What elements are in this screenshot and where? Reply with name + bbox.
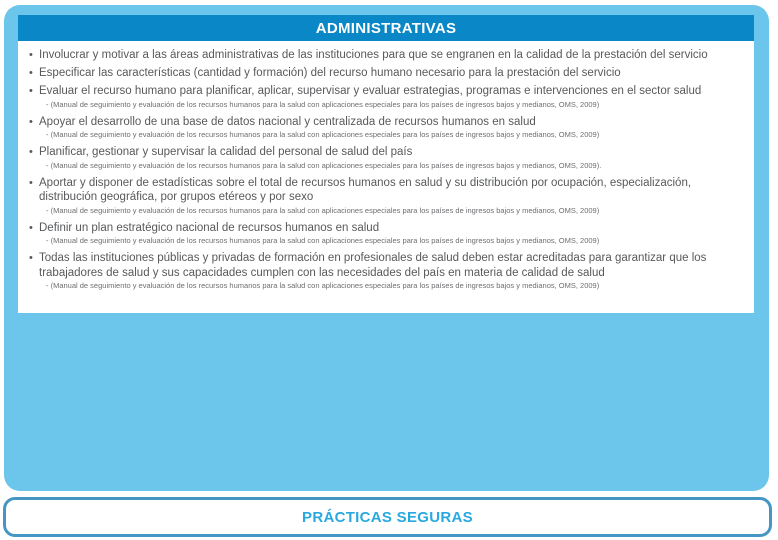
item-text: Planificar, gestionar y supervisar la calidad del personal de salud del país (39, 146, 413, 158)
item-citation: - (Manual de seguimiento y evaluación de los recursos humanos para la salud con aplicaciones especiales para los países de ingresos bajos y medianos, OMS, 2009) (46, 236, 600, 245)
list-item (29, 221, 744, 249)
item-text: Especificar las características (cantidad y formación) del recurso humano necesario para la prestación del servicio (39, 67, 621, 79)
list-item-body (39, 66, 744, 81)
bullet-icon: • (29, 85, 33, 97)
bullet-icon: • (29, 252, 33, 264)
list-item (29, 84, 744, 112)
item-citation: - (Manual de seguimiento y evaluación de los recursos humanos para la salud con aplicaciones especiales para los países de ingresos bajos y medianos, OMS, 2009) (46, 205, 600, 215)
bullet-icon: • (29, 115, 33, 128)
list-item (29, 66, 744, 81)
section-title: ADMINISTRATIVAS (315, 19, 457, 37)
list-item-body (39, 221, 744, 249)
list-item-body (39, 145, 744, 173)
card-frame (4, 5, 769, 491)
list-item (29, 145, 744, 173)
list-item (29, 115, 744, 143)
bullet-icon: • (29, 67, 33, 79)
list-item-body (39, 176, 744, 218)
item-text: Apoyar el desarrollo de una base de datos nacional y centralizada de recursos humanos en salud (39, 115, 536, 128)
item-text: Aportar y disponer de estadísticas sobre el total de recursos humanos en salud y su distribución por ocupación, especialización, distribución geográfica, por grupos etéreos y por sexo (39, 176, 692, 203)
item-citation: - (Manual de seguimiento y evaluación de los recursos humanos para la salud con aplicaciones especiales para los países de ingresos bajos y medianos, OMS, 2009) (46, 99, 600, 109)
list-item-body (39, 84, 744, 112)
list-item-body (39, 115, 744, 143)
item-citation: - (Manual de seguimiento y evaluación de los recursos humanos para la salud con aplicaciones especiales para los países de ingresos bajos y medianos, OMS, 2009) (46, 130, 600, 139)
item-text: Involucrar y motivar a las áreas administrativas de las instituciones para que se engranen en la calidad de la prestación del servicio (39, 49, 708, 61)
item-citation: - (Manual de seguimiento y evaluación de los recursos humanos para la salud con aplicaciones especiales para los países de ingresos bajos y medianos, OMS, 2009) (46, 281, 600, 290)
bullet-icon: • (29, 146, 33, 158)
bullet-icon: • (29, 176, 33, 189)
item-text: Evaluar el recurso humano para planificar, aplicar, supervisar y evaluar estrategias, programas e intervenciones en el sector salud (39, 85, 702, 97)
item-text: Todas las instituciones públicas y privadas de formación en profesionales de salud deben estar acreditadas para garantizar que los trabajadores de salud y sus capacidades cumplen con las necesidades del país en materia de calidad de salud (39, 252, 707, 279)
footer-section-title: PRÁCTICAS SEGURAS (302, 508, 473, 526)
section-header-practicas-seguras (3, 497, 772, 537)
admin-items-list (18, 41, 754, 313)
bullet-icon: • (29, 221, 33, 234)
item-text: Definir un plan estratégico nacional de recursos humanos en salud (39, 221, 380, 234)
list-item (29, 251, 744, 293)
list-item-body (39, 251, 744, 293)
list-item (29, 176, 744, 218)
list-item-body (39, 48, 744, 63)
list-item (29, 48, 744, 63)
item-citation: - (Manual de seguimiento y evaluación de los recursos humanos para la salud con aplicaciones especiales para los países de ingresos bajos y medianos, OMS, 2009). (46, 160, 602, 170)
bullet-icon: • (29, 49, 33, 61)
section-header-administrativas (18, 15, 754, 41)
